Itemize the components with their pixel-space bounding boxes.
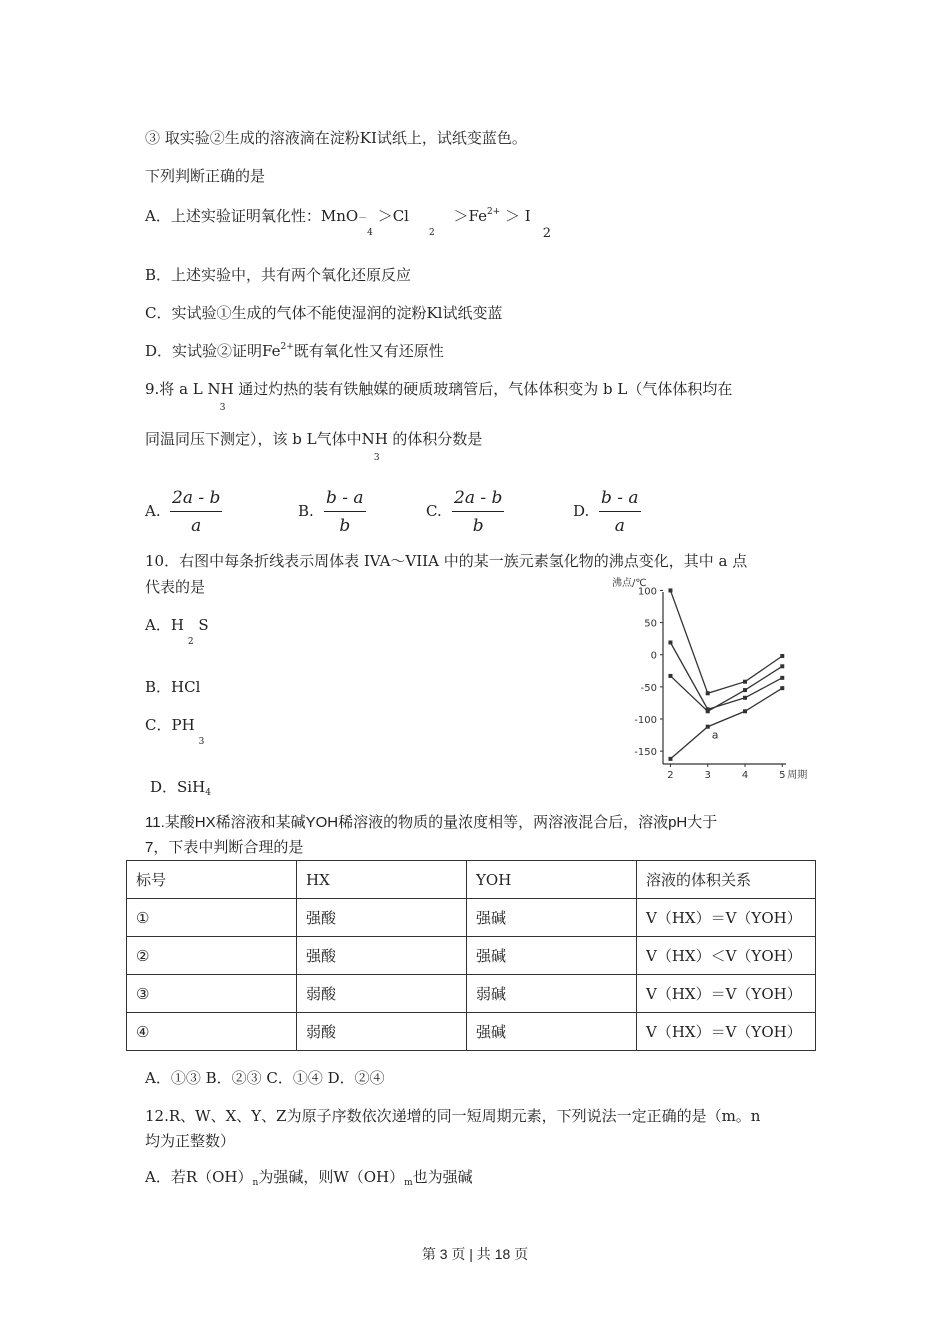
chart-series [668, 588, 784, 760]
x-tick-label: 5 [779, 770, 786, 781]
q9-line-2: 同温同压下测定），该 b L气体中$NH_3$ 的体积分数是 [145, 430, 483, 463]
y-tick-label: 100 [637, 586, 657, 598]
table-header-cell: 溶液的体积关系 [637, 861, 816, 899]
q11-line-2: 7，下表中判断合理的是 [145, 839, 304, 856]
x-axis-label: 周期 [787, 770, 808, 781]
table-row [127, 899, 816, 937]
q11-line-1: 11.某酸HX稀溶液和某碱YOH稀溶液的物质的量浓度相等，两溶液混合后，溶液pH大于 [145, 814, 718, 831]
table-header-cell: HX [297, 861, 467, 899]
data-point [743, 709, 747, 713]
series-line [670, 688, 782, 759]
table-cell: ① [127, 899, 297, 937]
data-point [668, 588, 672, 592]
table-cell: 强碱 [467, 1013, 637, 1051]
series-line [670, 590, 782, 693]
chart-labels [612, 576, 807, 781]
q10-line-2: 代表的是 [145, 578, 206, 596]
y-tick-label: 0 [650, 650, 657, 662]
q9-option-b-label: B. [298, 502, 314, 520]
data-point [780, 664, 784, 668]
table-cell: ④ [127, 1013, 297, 1051]
table-cell: 强碱 [467, 899, 637, 937]
q12-line-1: 12.R、W、X、Y、Z为原子序数依次递增的同一短周期元素，下列说法一定正确的是（m。n [145, 1107, 761, 1125]
q9-option-c-fraction: $\frac{2a - b}{b}$ [454, 488, 503, 536]
data-point [706, 725, 710, 729]
table-cell: 弱酸 [297, 1013, 467, 1051]
chart-axes [660, 590, 786, 767]
q10-option-b: B．HCl [145, 678, 201, 696]
y-tick-label: 50 [644, 618, 657, 630]
series-line [670, 643, 782, 710]
table-cell: ② [127, 937, 297, 975]
q9-option-a-fraction: $\frac{2a - b}{a}$ [172, 488, 221, 536]
table-row [127, 1013, 816, 1051]
data-point [668, 641, 672, 645]
q9-option-c-label: C. [426, 502, 442, 520]
q9-option-d-label: D. [573, 502, 590, 520]
q11-options: A．①③ B．②③ C．①④ D．②④ [145, 1069, 385, 1087]
table-cell: 强碱 [467, 937, 637, 975]
y-tick-label: -100 [634, 715, 657, 726]
q10-option-a: A．$H_2$ S [145, 616, 209, 647]
data-point [780, 654, 784, 658]
data-point [743, 680, 747, 684]
data-point [743, 696, 747, 700]
x-tick-label: 2 [667, 770, 674, 781]
q10-line-1: 10．右图中每条折线表示周体表 IVA～VIIA 中的某一族元素氢化物的沸点变化，其中 a 点 [145, 552, 748, 570]
table-cell: ③ [127, 975, 297, 1013]
table-cell: V（HX）＝V（YOH） [637, 899, 816, 937]
q10-option-d: D．SiH$_4$ [150, 778, 211, 798]
data-point [780, 676, 784, 680]
q9-option-a-label: A. [145, 502, 161, 520]
data-point [743, 688, 747, 692]
q9-option-d-fraction: $\frac{b - a}{a}$ [601, 488, 639, 536]
table-cell: V（HX）＜V（YOH） [637, 937, 816, 975]
x-tick-label: 3 [704, 770, 711, 781]
data-point [668, 674, 672, 678]
table-row [127, 937, 816, 975]
table-header-cell: 标号 [127, 861, 297, 899]
data-point [706, 691, 710, 695]
q12-option-a: A．若$R(OH)_n$为强碱，则$W(OH)_m$也为强碱 [145, 1168, 473, 1188]
page-footer: 第 3 页 | 共 18 页 [421, 1246, 529, 1262]
table-cell: 强酸 [297, 937, 467, 975]
table-cell: 弱碱 [467, 975, 637, 1013]
q10-option-c: C．$PH_3$ [145, 716, 205, 747]
table-cell: 强酸 [297, 899, 467, 937]
q11-table [126, 860, 816, 1051]
q8-option-c: C．实试验①生成的气体不能使湿润的淀粉Kl试纸变蓝 [145, 304, 503, 322]
table-header-cell: YOH [467, 861, 637, 899]
point-a-label: a [711, 728, 719, 742]
q8-option-b: B．上述实验中，共有两个氧化还原反应 [145, 266, 412, 284]
exp3-line: ③ 取实验②生成的溶液滴在淀粉KI试纸上，试纸变蓝色。 [145, 129, 527, 147]
table-cell: V（HX）＝V（YOH） [637, 1013, 816, 1051]
boiling-point-chart [608, 574, 808, 786]
y-tick-label: -50 [640, 682, 657, 694]
q12-line-2: 均为正整数） [145, 1132, 236, 1150]
q8-option-d: D．实试验②证明$Fe^{2+}$既有氧化性又有还原性 [145, 342, 444, 360]
table-row [127, 975, 816, 1013]
data-point [668, 757, 672, 761]
y-tick-label: -150 [634, 747, 657, 759]
judge-line: 下列判断正确的是 [145, 167, 266, 185]
data-point [706, 709, 710, 713]
x-tick-label: 4 [741, 770, 749, 781]
table-cell: V（HX）＝V（YOH） [637, 975, 816, 1013]
q8-option-a: A．上述实验证明氧化性：$MnO-_4 >Cl_2 >Fe^{2+} > I2$ [145, 207, 551, 241]
table-header-row [127, 861, 816, 899]
y-axis-label: 沸点/℃ [612, 578, 647, 589]
table-cell: 弱酸 [297, 975, 467, 1013]
q9-option-b-fraction: $\frac{b - a}{b}$ [326, 488, 364, 536]
data-point [780, 686, 784, 690]
q9-line-1: 9.将 a L $NH_3$ 通过灼热的装有铁触媒的硬质玻璃管后，气体体积变为 b L（气体体积均在 [145, 380, 733, 413]
